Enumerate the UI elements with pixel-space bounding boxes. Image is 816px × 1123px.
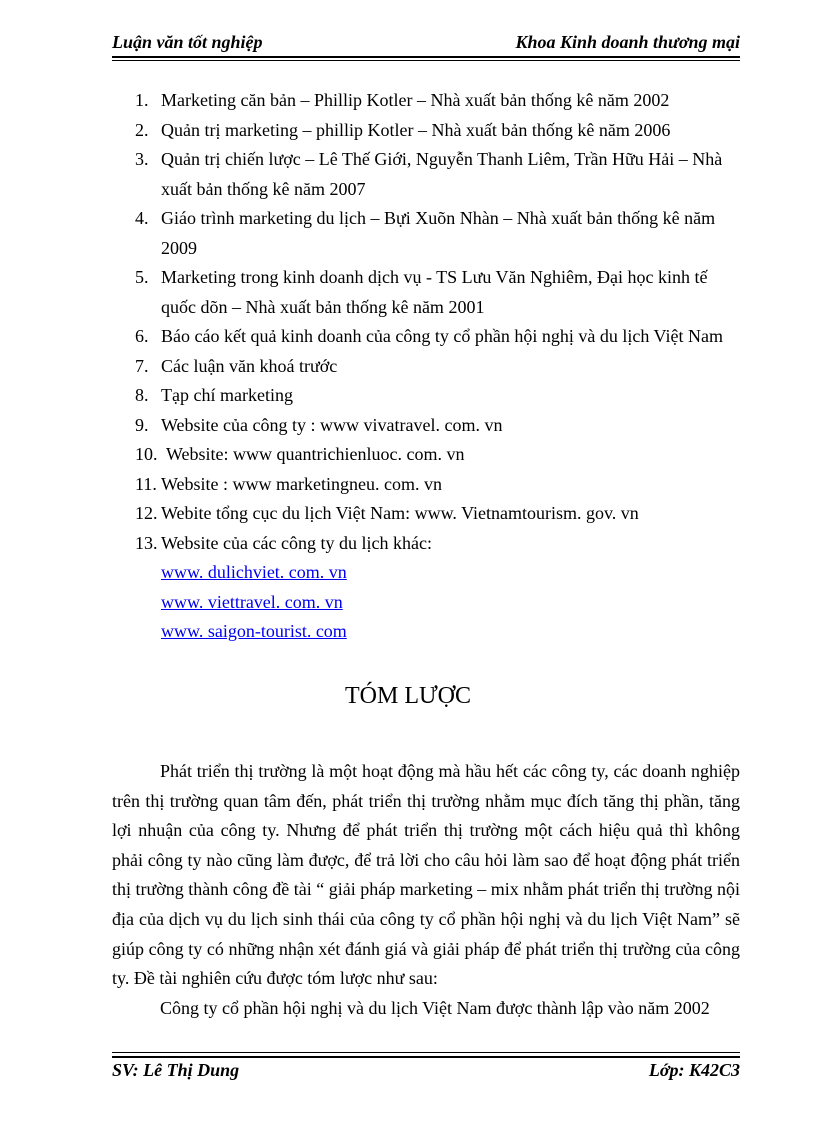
- link-viettravel[interactable]: [161, 588, 816, 618]
- reference-text: Website của các công ty du lịch khác:: [161, 532, 432, 553]
- reference-text: Marketing căn bản – Phillip Kotler – Nhà xuất bản thống kê năm 2002: [161, 90, 670, 110]
- reference-text: Website : www marketingneu. com. vn: [161, 473, 442, 494]
- reference-text: Giáo trình marketing du lịch – Bựi Xuõn Nhàn – Nhà xuất bản thống kê năm 2009: [161, 208, 716, 258]
- header-faculty-label: Khoa Kinh doanh thương mại: [515, 32, 740, 52]
- footer-rule-thin: [112, 1052, 740, 1053]
- reference-item: 3. Quản trị chiến lược – Lê Thế Giới, Nguyễn Thanh Liêm, Trần Hữu Hải – Nhà xuất bản thống kê năm 2007: [0, 145, 816, 204]
- header-thesis-label: Luận văn tốt nghiệp: [112, 32, 263, 52]
- link-dulichviet[interactable]: [161, 558, 816, 588]
- reference-item: 11. Website : www marketingneu. com. vn: [0, 470, 816, 500]
- page-footer: [112, 1052, 740, 1092]
- reference-text: Quản trị chiến lược – Lê Thế Giới, Nguyễn Thanh Liêm, Trần Hữu Hải – Nhà xuất bản thống kê năm 2007: [161, 149, 723, 199]
- reference-text: Webite tổng cục du lịch Việt Nam: www. Vietnamtourism. gov. vn: [161, 503, 639, 523]
- reference-item: 10. Website: www quantrichienluoc. com. vn: [0, 440, 816, 470]
- footer-rule: [112, 1056, 740, 1058]
- header-rule-thin: [112, 60, 740, 61]
- reference-text: Website: www quantrichienluoc. com. vn: [166, 444, 465, 464]
- section-title: TÓM LƯỢC: [345, 683, 471, 709]
- reference-item: 9. Website của công ty : www vivatravel. com. vn: [0, 411, 816, 441]
- reference-item: 7. Các luận văn khoá trước: [0, 352, 816, 382]
- reference-item: 8. Tạp chí marketing: [0, 381, 816, 411]
- footer-class-label: Lớp: K42C3: [648, 1060, 740, 1080]
- link-text[interactable]: www. viettravel. com. vn: [161, 591, 343, 612]
- reference-text: Website của công ty : www vivatravel. com. vn: [161, 414, 503, 435]
- reference-item: 4. Giáo trình marketing du lịch – Bựi Xuõn Nhàn – Nhà xuất bản thống kê năm 2009: [0, 204, 816, 263]
- link-text[interactable]: www. dulichviet. com. vn: [161, 562, 347, 582]
- reference-item: 6. Báo cáo kết quả kinh doanh của công ty cổ phần hội nghị và du lịch Việt Nam: [0, 322, 816, 352]
- reference-item: 13. Website của các công ty du lịch khác: www. dulichviet. com. vn www. viettravel. com. vn www. saigon-tourist. com: [0, 529, 816, 647]
- reference-text: Quản trị marketing – phillip Kotler – Nhà xuất bản thống kê năm 2006: [161, 119, 671, 140]
- link-text[interactable]: www. saigon-tourist. com: [161, 621, 347, 641]
- page-header: [112, 30, 740, 60]
- reference-list: [0, 86, 816, 647]
- link-saigon-tourist[interactable]: [161, 617, 816, 647]
- reference-text: Các luận văn khoá trước: [161, 355, 338, 376]
- summary-body: [112, 757, 740, 1023]
- summary-paragraph: Công ty cổ phần hội nghị và du lịch Việt Nam được thành lập vào năm 2002: [160, 997, 710, 1018]
- summary-paragraph: Phát triển thị trường là một hoạt động mà hầu hết các công ty, các doanh nghiệp trên thị trường quan tâm đến, phát triển thị trường nhằm mục đích tăng thị phần, tăng lợi nhuận của công ty. Nhưng để phát triển thị trường một cách hiệu quả thì không phải công ty nào cũng làm được, để trả lời cho câu hỏi làm sao để hoạt động phát triển thị trường thành công đề tài “ giải pháp marketing – mix nhằm phát triển thị trường nội địa của dịch vụ du lịch sinh thái của công ty cổ phần hội nghị và du lịch Việt Nam” sẽ giúp công ty có những nhận xét đánh giá và giải pháp để phát triển thị trường của công ty. Đề tài nghiên cứu được tóm lược như sau:: [112, 761, 740, 989]
- reference-text: Tạp chí marketing: [161, 385, 293, 405]
- header-rule: [112, 56, 740, 58]
- reference-item: 12. Webite tổng cục du lịch Việt Nam: www. Vietnamtourism. gov. vn: [0, 499, 816, 529]
- reference-item: 5. Marketing trong kinh doanh dịch vụ - TS Lưu Văn Nghiêm, Đại học kinh tế quốc dõn – Nhà xuất bản thống kê năm 2001: [0, 263, 816, 322]
- reference-item: 1. Marketing căn bản – Phillip Kotler – Nhà xuất bản thống kê năm 2002: [0, 86, 816, 116]
- reference-text: Báo cáo kết quả kinh doanh của công ty cổ phần hội nghị và du lịch Việt Nam: [161, 326, 723, 346]
- reference-item: 2. Quản trị marketing – phillip Kotler – Nhà xuất bản thống kê năm 2006: [0, 116, 816, 146]
- reference-text: Marketing trong kinh doanh dịch vụ - TS Lưu Văn Nghiêm, Đại học kinh tế quốc dõn – Nhà xuất bản thống kê năm 2001: [161, 267, 708, 317]
- footer-student-label: SV: Lê Thị Dung: [112, 1060, 240, 1080]
